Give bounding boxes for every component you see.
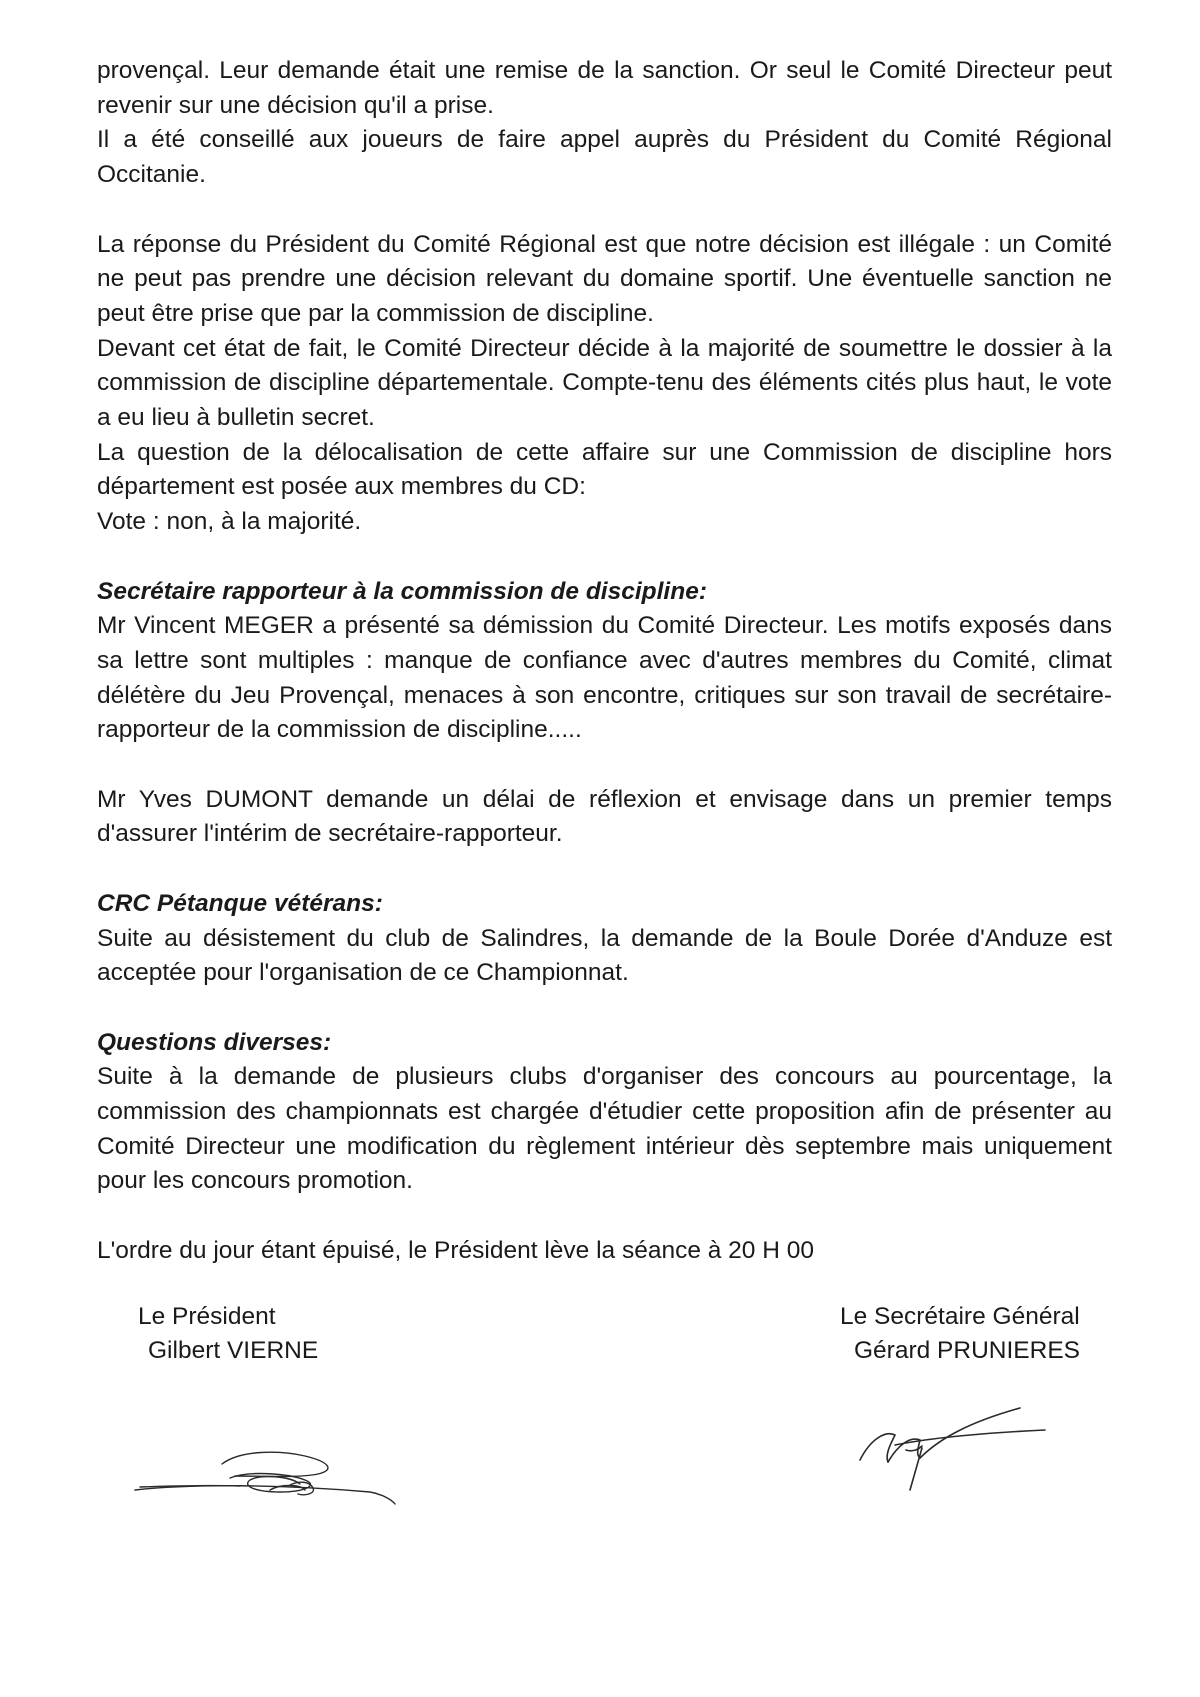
signatory-name: Gérard PRUNIERES	[854, 1337, 1081, 1364]
paragraph-spacer	[97, 852, 1112, 887]
handwritten-signature-icon	[130, 1440, 400, 1520]
section-heading-crc-petanque: CRC Pétanque vétérans:	[97, 889, 383, 917]
paragraph-vote-result: Vote : non, à la majorité.	[97, 508, 362, 536]
paragraph-spacer	[97, 540, 1112, 575]
signatory-title: Le Secrétaire Général	[840, 1303, 1080, 1330]
section-heading-misc-questions: Questions diverses:	[97, 1028, 332, 1056]
paragraph-committee-decision: Devant cet état de fait, le Comité Directeur décide à la majorité de soumettre le dossier à la commission de discipline départementale. Compte-tenu des éléments cités plus haut, le vote a eu lieu à bulletin secret.	[97, 334, 1112, 432]
paragraph-meger-resignation: Mr Vincent MEGER a présenté sa démission du Comité Directeur. Les motifs exposés dans sa lettre sont multiples : manque de confiance avec d'autres membres du Comité, climat délétère du Jeu Provençal, menaces à son encontre, critiques sur son travail de secrétaire-rapporteur de la commission de discipline.....	[97, 612, 1112, 744]
handwritten-signature-icon	[850, 1400, 1050, 1500]
paragraph-dumont-interim: Mr Yves DUMONT demande un délai de réflexion et envisage dans un premier temps d'assurer l'intérim de secrétaire-rapporteur.	[97, 785, 1112, 848]
paragraph-regional-response: La réponse du Président du Comité Régional est que notre décision est illégale : un Comité ne peut pas prendre une décision relevant du domaine sportif. Une éventuelle sanction ne peut être prise que par la commission de discipline.	[97, 230, 1112, 327]
paragraph-spacer	[97, 748, 1112, 783]
paragraph-sanction-request: provençal. Leur demande était une remise de la sanction. Or seul le Comité Directeur peut revenir sur une décision qu'il a prise.	[97, 57, 1112, 119]
paragraph-closing: L'ordre du jour étant épuisé, le Président lève la séance à 20 H 00	[97, 1236, 814, 1264]
signature-block-president	[138, 1300, 318, 1368]
paragraph-percentage-contests: Suite à la demande de plusieurs clubs d'organiser des concours au pourcentage, la commission des championnats est chargée d'étudier cette proposition afin de présenter au Comité Directeur une modification du règlement intérieur dès septembre mais uniquement pour les concours promotion.	[97, 1063, 1112, 1195]
signature-block-secretary	[840, 1300, 1080, 1368]
paragraph-spacer	[97, 193, 1112, 228]
document-body	[97, 54, 1112, 1269]
paragraph-spacer	[97, 991, 1112, 1026]
section-heading-secretary: Secrétaire rapporteur à la commission de discipline:	[97, 577, 707, 605]
paragraph-championship-organisation: Suite au désistement du club de Salindres, la demande de la Boule Dorée d'Anduze est acceptée pour l'organisation de ce Championnat.	[97, 924, 1112, 987]
signatory-name: Gilbert VIERNE	[148, 1337, 319, 1364]
paragraph-spacer	[97, 1199, 1112, 1234]
signatory-title: Le Président	[138, 1303, 276, 1330]
paragraph-relocation-question: La question de la délocalisation de cette affaire sur une Commission de discipline hors département est posée aux membres du CD:	[97, 438, 1112, 501]
paragraph-appeal-advice: Il a été conseillé aux joueurs de faire appel auprès du Président du Comité Régional Occitanie.	[97, 126, 1112, 189]
